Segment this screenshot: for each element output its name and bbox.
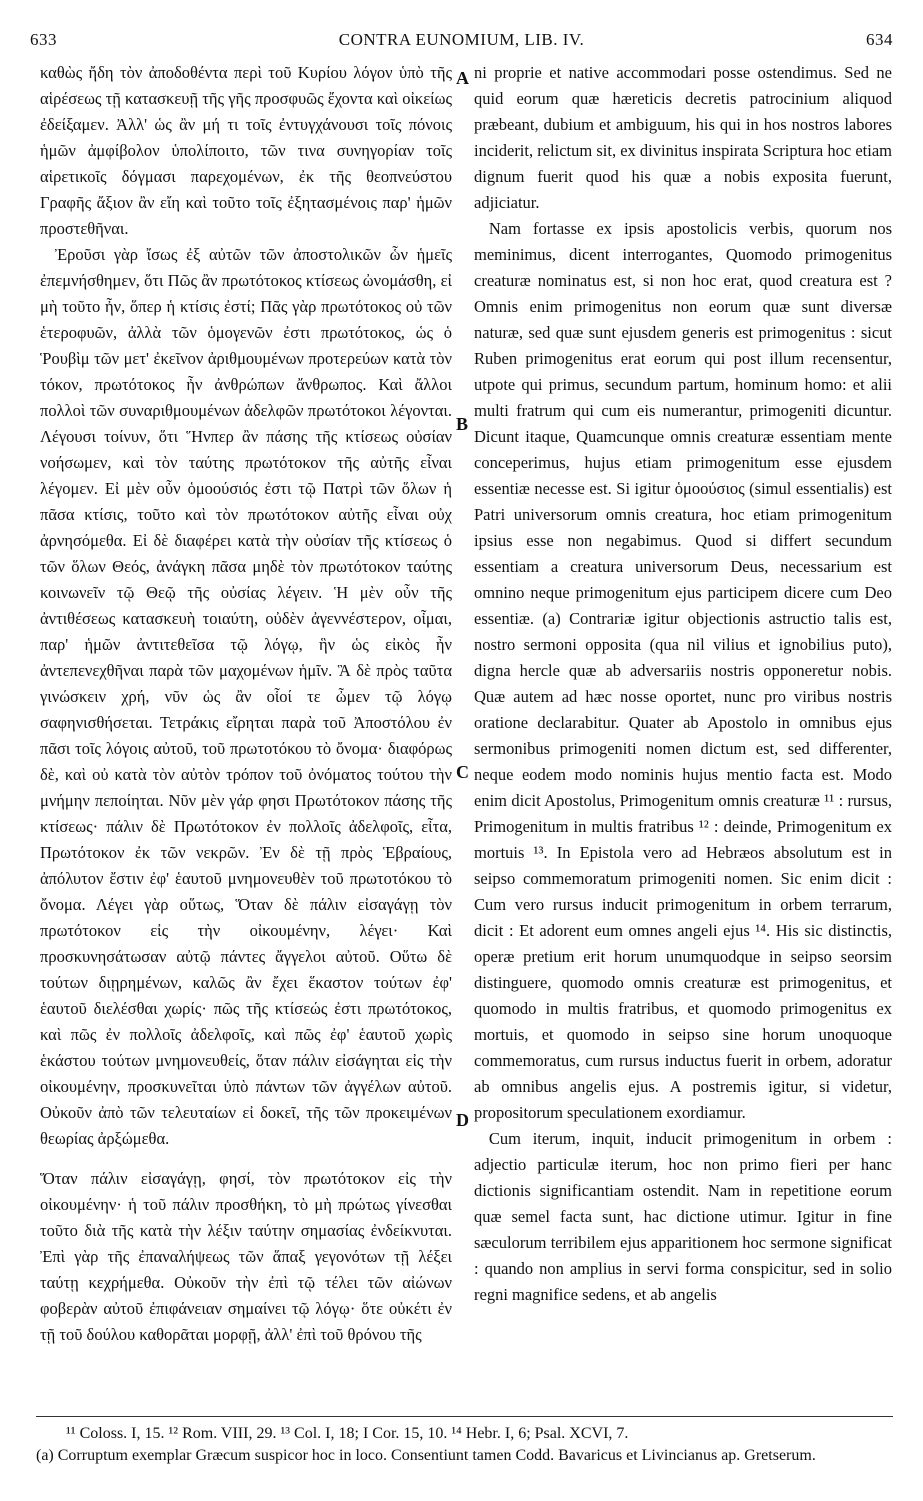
footnote-a: (a) Corruptum exemplar Græcum suspicor hoc in loco. Consentiunt tamen Codd. Bavaricus et Livincianus ap. Gretserum.	[36, 1447, 816, 1464]
latin-paragraph: Cum iterum, inquit, inducit primogenitum in orbem : adjectio particulæ iterum, hoc non primo fieri per hanc dictionis significantiam ostendit. Nam in repetitione eorum quæ semel facta sunt, hac dictione utimur. Igitur in fine sæculorum terribilem ejus apparitionem hoc sermone significat : quando non amplius in servi forma conspicitur, sed in solio regni magnifice sedens, et ab angelis	[474, 1129, 892, 1304]
running-header	[30, 30, 893, 54]
running-title: CONTRA EUNOMIUM, LIB. IV.	[338, 30, 585, 49]
footnotes	[36, 1416, 893, 1467]
latin-paragraph: Nam fortasse ex ipsis apostolicis verbis, quorum nos meminimus, dicent interrogantes, Quomodo primogenitus creaturæ nominatus est, si non hoc erat, quod creatura est ? Omnis enim primogenitus non eorum quæ sunt diversæ naturæ, sed quæ sunt ejusdem generis est primogenitus : sicut Ruben primogenitus erat eorum qui post illum recensentur, utpote qui primus, secundum partum, hominum homo: et alii multi fratrum qui cum eis numerantur, primogeniti dicuntur. Dicunt itaque, Quamcunque omnis creaturæ essentiam mente conceperimus, hujus etiam primogenitum esse ejusdem essentiæ necesse est. Si igitur ὁμοούσιος (simul essentialis) est Patri universorum omnis creatura, hoc etiam primogenitum ipsius esse non negabimus. Quod si differt secundum essentiam a creatura universorum Deus, necessarium est omnino neque primogenitum ejus participem dicere cum Deo essentiæ. (a) Contrariæ igitur objectionis astructio talis est, nostro sermoni opposita (qua nil vilius et ignobilius puto), digna hercle quæ ab adversariis nostris opponeretur nobis. Quæ autem ad hæc nosse oportet, nunc pro viribus nostris oratione declarabitur. Quater ab Apostolo in omnibus ejus sermonibus primogeniti nomen dictum est, sed differenter, neque eodem modo nominis hujus mentio facta est. Modo enim dicit Apostolus, Primogenitum omnis creaturæ ¹¹ : rursus, Primogenitum in multis fratribus ¹² : deinde, Primogenitum ex mortuis ¹³. In Epistola vero ad Hebræos absolutum est in seipso commemoratum primogeniti nomen. Sic enim dicit : Cum vero rursus inducit primogenitum in orbem terrarum, dicit : Et adorent eum omnes angeli ejus ¹⁴. His sic distinctis, operæ pretium erit horum unumquodque in seipso seorsim distinguere, quomodo omnis creaturæ est primogenitus, et quomodo in multis fratribus, et quomodo primogenitus ex mortuis, et quomodo in seipso sine horum unoquoque commemoratus, cum rursus inductus fuerit in orbem, adoratur ab omnibus angelis ejus. A postremis igitur, si videtur, propositorum speculationem exordiamur.	[474, 219, 892, 1122]
greek-paragraph: Ἐροῦσι γὰρ ἴσως ἐξ αὐτῶν τῶν ἀποστολικῶν ὧν ἡμεῖς ἐπεμνήσθημεν, ὅτι Πῶς ἂν πρωτότοκος κτίσεως ὠνομάσθη, εἰ μὴ τοῦτο ἦν, ὅπερ ἡ κτίσις ἐστί; Πᾶς γὰρ πρωτότοκος οὐ τῶν ἑτεροφυῶν, ἀλλὰ τῶν ὁμογενῶν ἐστι πρωτότοκος, ὡς ὁ Ῥουβὶμ τῶν μετ' ἐκεῖνον ἀριθμουμένων προτερεύων κατὰ τὸν τόκον, πρωτότοκος ἦν ἀνθρώπων ἄνθρωπος. Καὶ ἄλλοι πολλοὶ τῶν συναριθμουμένων ἀδελφῶν πρωτότοκοι λέγονται. Λέγουσι τοίνυν, ὅτι Ἥνπερ ἂν πάσης τῆς κτίσεως οὐσίαν νοήσωμεν, καὶ τὸν ταύτης πρωτότοκον τῆς αὐτῆς εἶναι λέγομεν. Εἰ μὲν οὖν ὁμοούσιός ἐστι τῷ Πατρὶ τῶν ὅλων ἡ πᾶσα κτίσις, τοῦτο καὶ τὸν πρωτότοκον αὐτῆς εἶναι οὐχ ἀρνησόμεθα. Εἰ δὲ διαφέρει κατὰ τὴν οὐσίαν τῆς κτίσεως ὁ τῶν ὅλων Θεός, ἀνάγκη πᾶσα μηδὲ τὸν πρωτότοκον ταύτης κοινωνεῖν τῷ Θεῷ τῆς οὐσίας λέγειν. Ἡ μὲν οὖν τῆς ἀντιθέσεως κατασκευὴ τοιαύτη, οὐδὲν ἀγεννέστερον, οἶμαι, παρ' ἡμῶν ἀντιτεθεῖσα τῷ λόγῳ, ἣν ὡς εἰκὸς ἦν ἀντεπενεχθῆναι παρὰ τῶν μαχομένων ἡμῖν. Ἃ δὲ πρὸς ταῦτα γινώσκειν χρή, νῦν ὡς ἂν οἷοί τε ὦμεν τῷ λόγῳ σαφηνισθήσεται. Τετράκις εἴρηται παρὰ τοῦ Ἀποστόλου ἐν πᾶσι τοῖς λόγοις αὐτοῦ, τοῦ πρωτοτόκου τὸ ὄνομα· διαφόρως δὲ, καὶ οὐ κατὰ τὸν αὐτὸν τρόπον τοῦ ὀνόματος τούτου τὴν μνήμην πεποίηται. Νῦν μὲν γάρ φησι Πρωτότοκον πάσης τῆς κτίσεως· πάλιν δὲ Πρωτότοκον ἐν πολλοῖς ἀδελφοῖς, εἶτα, Πρωτότοκον ἐκ τῶν νεκρῶν. Ἐν δὲ τῇ πρὸς Ἑβραίους, ἀπόλυτον ἔστιν ἐφ' ἑαυτοῦ μνημονευθὲν τοῦ πρωτοτόκου τὸ ὄνομα. Λέγει γὰρ οὕτως, Ὅταν δὲ πάλιν εἰσαγάγῃ τὸν πρωτότοκον εἰς τὴν οἰκουμένην, λέγει· Καὶ προσκυνησάτωσαν αὐτῷ πάντες ἄγγελοι αὐτοῦ. Οὕτω δὲ τούτων διῃρημένων, καλῶς ἂν ἔχει ἕκαστον τούτων ἐφ' ἑαυτοῦ διελέσθαι χωρίς· πῶς τῆς κτίσεώς ἐστι πρωτότοκος, καὶ πῶς ἐν πολλοῖς ἀδελφοῖς, καὶ πῶς ἐφ' ἑαυτοῦ χωρὶς ἑκάστου τούτων μνημονευθείς, ὅταν πάλιν εἰσάγηται εἰς τὴν οἰκουμένην, προσκυνεῖται ὑπὸ πάντων τῶν ἀγγέλων αὐτοῦ. Οὐκοῦν ἀπὸ τῶν τελευταίων εἰ δοκεῖ, τῆς τῶν προκειμένων θεωρίας ἀρξώμεθα.	[40, 245, 452, 1148]
latin-column	[474, 60, 892, 1308]
footnote-references: ¹¹ Coloss. I, 15. ¹² Rom. VIII, 29. ¹³ Col. I, 18; I Cor. 15, 10. ¹⁴ Hebr. I, 6; Psal. XCVI, 7.	[66, 1425, 629, 1442]
latin-paragraph: ni proprie et native accommodari posse ostendimus. Sed ne quid eorum quæ hæreticis decretis patrocinium aliquod præbeant, dubium et ambiguum, his qui in hos nostros labores inciderit, relictum sit, ex divinitus inspirata Scriptura hoc etiam dignum fuerit quod his quæ a nobis exposita fuerunt, adjiciatur.	[474, 63, 892, 212]
page-number-right: 634	[866, 30, 893, 49]
greek-paragraph: Ὅταν πάλιν εἰσαγάγῃ, φησί, τὸν πρωτότοκον εἰς τὴν οἰκουμένην· ἡ τοῦ πάλιν προσθήκη, τὸ μὴ πρώτως γίνεσθαι τοῦτο διὰ τῆς κατὰ τὴν λέξιν ταύτην σημασίας ἐνδείκνυται. Ἐπὶ γὰρ τῆς ἐπαναλήψεως τῶν ἅπαξ γεγονότων τῇ λέξει ταύτῃ κεχρήμεθα. Οὐκοῦν τὴν ἐπὶ τῷ τέλει τῶν αἰώνων φοβερὰν αὐτοῦ ἐπιφάνειαν σημαίνει τῷ λόγῳ· ὅτε οὐκέτι ἐν τῇ τοῦ δούλου καθορᾶται μορφῇ, ἀλλ' ἐπὶ τοῦ θρόνου τῆς	[40, 1169, 452, 1344]
greek-column	[40, 60, 452, 1348]
section-marker-b: B	[456, 414, 469, 434]
section-marker-a: A	[456, 68, 469, 88]
section-marker-d: D	[456, 1110, 469, 1130]
greek-paragraph: καθὼς ἤδη τὸν ἀποδοθέντα περὶ τοῦ Κυρίου λόγον ὑπὸ τῆς αἱρέσεως τῇ κατασκευῇ τῆς γῆς προσφυῶς ἔχοντα καὶ οἰκείως ἐδείξαμεν. Ἀλλ' ὡς ἂν μή τι τοῖς ἐντυγχάνουσι τοῖς πόνοις ἡμῶν ἀμφίβολον ὑπολίποιτο, τῶν τινα συνηγορίαν τοῖς αἱρετικοῖς δόγμασι παρεχομένων, ἐκ τῆς θεοπνεύστου Γραφῆς ἄξιον ἂν εἴη καὶ τοῦτο τοῖς ἐξητασμένοις παρ' ἡμῶν προστεθῆναι.	[40, 63, 452, 238]
section-marker-c: C	[456, 762, 469, 782]
page-number-left: 633	[30, 30, 57, 49]
